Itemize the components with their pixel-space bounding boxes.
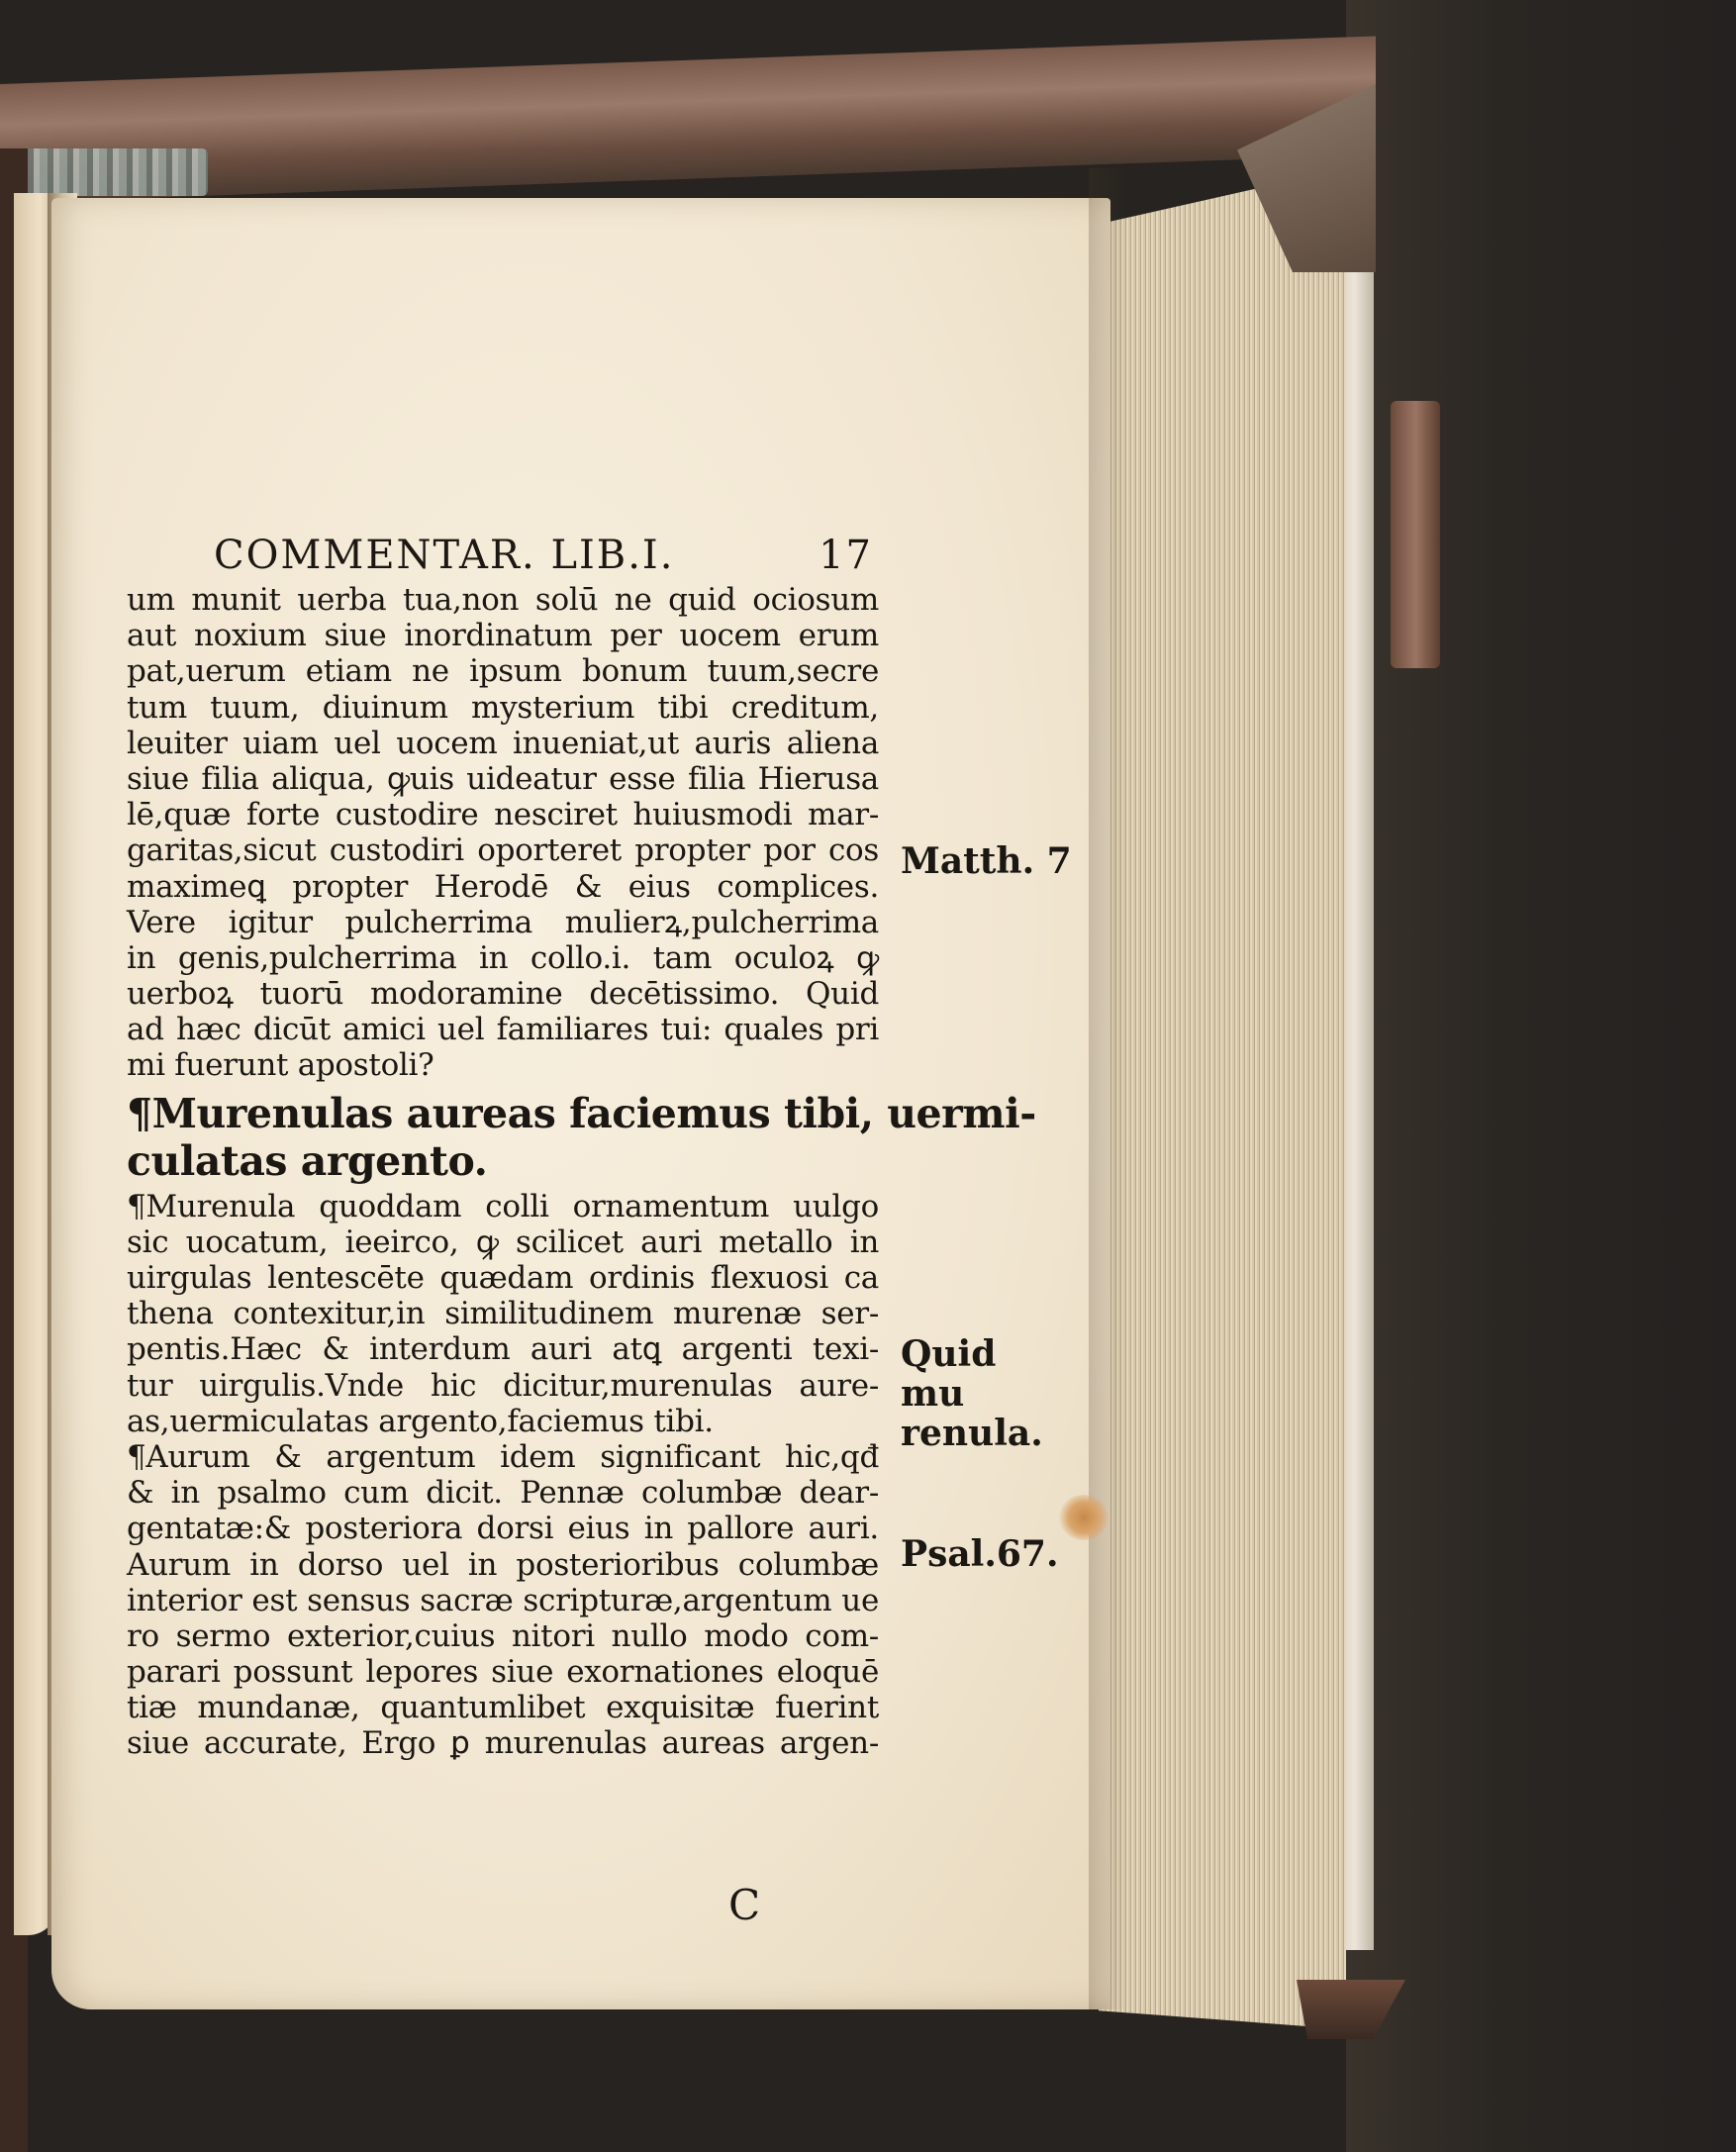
lemma-line: ¶Murenulas aureas faciemus tibi, uermi-	[127, 1089, 1036, 1137]
text-line: pentis.Hæc & interdum auri atꝗ argenti texi-	[127, 1331, 879, 1368]
text-line: leuiter uiam uel uocem inueniat,ut auris aliena	[127, 725, 879, 761]
text-line: ¶Murenula quoddam colli ornamentum uulgo	[127, 1188, 879, 1224]
text-line: Aurum in dorso uel in posterioribus columbæ	[127, 1546, 879, 1583]
text-line: siue accurate, Ergo ꝑ murenulas aureas argen-	[127, 1725, 879, 1762]
margin-note: Matth. 7	[901, 840, 1072, 882]
foxing-stain	[1059, 1495, 1109, 1540]
page	[51, 198, 1110, 2009]
margin-note: Quid mu renula.	[901, 1333, 1043, 1454]
running-head	[214, 533, 873, 580]
text-line: tum tuum, diuinum mysterium tibi creditum,	[127, 689, 879, 726]
clasp	[1391, 401, 1440, 668]
page-edge-shade	[1089, 168, 1128, 2009]
text-line: thena contexitur,in similitudinem murenæ ser-	[127, 1296, 879, 1332]
background	[1346, 0, 1736, 2152]
text-line: garitas,sicut custodiri oporteret propter por cos	[127, 832, 879, 869]
text-line: mi fuerunt apostoli?	[127, 1047, 434, 1084]
text-line: pat,uerum etiam ne ipsum bonum tuum,secre	[127, 653, 879, 690]
fore-edge-pages	[1099, 168, 1346, 2029]
text-line: as,uermiculatas argento,faciemus tibi.	[127, 1403, 714, 1439]
text-line: tiæ mundanæ, quantumlibet exquisitæ fuerint	[127, 1690, 879, 1726]
text-line: ro sermo exterior,cuius nitori nullo modo com-	[127, 1617, 879, 1654]
text-line: tur uirgulis.Vnde hic dicitur,murenulas aure-	[127, 1367, 879, 1404]
lemma	[127, 1089, 1036, 1185]
text-line: maximeꝗ propter Herodē & eius complices.	[127, 868, 879, 905]
text-line: lē,quæ forte custodire nesciret huiusmodi mar-	[127, 797, 879, 833]
text-line: ¶Aurum & argentum idem significant hic,qđ	[127, 1438, 879, 1475]
signature-mark: C	[728, 1881, 761, 1929]
text-line: parari possunt lepores siue exornationes eloquē	[127, 1654, 879, 1691]
lemma-line: culatas argento.	[127, 1136, 488, 1185]
text-line: uirgulas lentescēte quædam ordinis flexuosi ca	[127, 1260, 879, 1296]
running-head-title: COMMENTAR. LIB.I.	[214, 533, 675, 578]
text-line: sic uocatum, ieeirco, ꝙ scilicet auri metallo in	[127, 1223, 879, 1260]
text-line: Vere igitur pulcherrima mulierꝝ,pulcherrima	[127, 904, 879, 940]
text-line: in genis,pulcherrima in collo.i. tam oculoꝝ ꝙ	[127, 939, 879, 976]
folio-number: 17	[819, 533, 873, 578]
text-line: ad hæc dicūt amici uel familiares tui: quales pri	[127, 1012, 879, 1048]
text-line: uerboꝝ tuorū modoramine decētissimo. Quid	[127, 976, 879, 1013]
margin-note: Psal.67.	[901, 1533, 1059, 1575]
text-line: & in psalmo cum dicit. Pennæ columbæ dear-	[127, 1475, 879, 1512]
text-line: aut noxium siue inordinatum per uocem erum	[127, 618, 879, 654]
text-line: interior est sensus sacræ scripturæ,argentum ue	[127, 1582, 879, 1618]
headband	[0, 148, 208, 196]
text-line: siue filia aliqua, ꝙuis uideatur esse filia Hierusa	[127, 760, 879, 797]
text-line: um munit uerba tua,non solū ne quid ociosum	[127, 582, 879, 618]
text-line: gentatæ:& posteriora dorsi eius in pallore auri.	[127, 1511, 879, 1547]
